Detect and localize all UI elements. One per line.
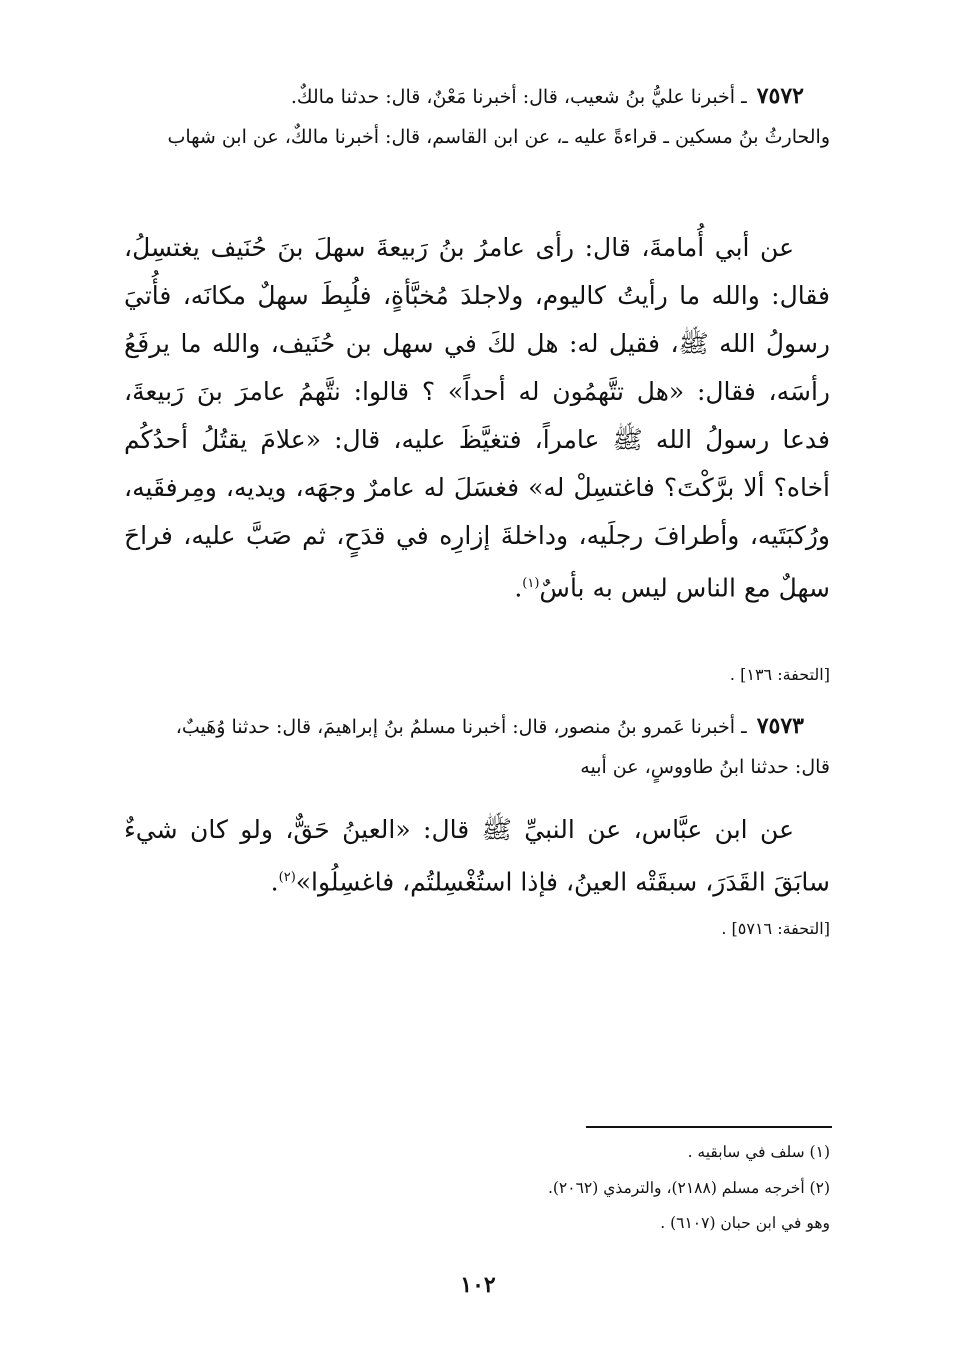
footnote-2: (٢) أخرجه مسلم (٢١٨٨)، والترمذي (٢٠٦٢). xyxy=(547,1179,830,1197)
hadith-7573-matn xyxy=(124,806,830,906)
hadith-7572-isnad-line2: والحارثُ بنُ مسكين ـ قراءةً عليه ـ، عن ابن القاسم، قال: أخبرنا مالكٌ، عن ابن شهاب xyxy=(167,126,830,148)
footnote-1: (١) سلف في سابقيه . xyxy=(687,1143,830,1161)
hadith-7572-isnad xyxy=(124,76,830,157)
hadith-7573-matn-end: . xyxy=(270,867,279,897)
hadith-7572-isnad-line1 xyxy=(124,76,830,117)
hadith-7573-reference: [التحفة: ٥٧١٦] . xyxy=(721,919,830,938)
footnote-separator xyxy=(586,1126,832,1128)
hadith-7573-number: ٧٥٧٣ xyxy=(756,713,804,739)
footnote-2-continuation: وهو في ابن حبان (٦١٠٧) . xyxy=(660,1214,830,1232)
hadith-7573-isnad xyxy=(124,706,830,787)
hadith-7572-number: ٧٥٧٢ xyxy=(756,83,804,109)
hadith-7572-isnad-text1: ـ أخبرنا عليُّ بنُ شعيب، قال: أخبرنا مَعْنٌ، قال: حدثنا مالكٌ. xyxy=(290,86,747,108)
hadith-7573-isnad-text1: ـ أخبرنا عَمرو بنُ منصور، قال: أخبرنا مسلمُ بنُ إبراهيمَ، قال: حدثنا وُهَيبٌ، xyxy=(175,716,747,738)
footnote-marker-2: (٢) xyxy=(278,870,296,885)
hadith-7573-isnad-line2: قال: حدثنا ابنُ طاووسٍ، عن أبيه xyxy=(580,756,830,778)
hadith-7573-matn-text: عن ابن عبَّاس، عن النبيِّ ﷺ قال: «العينُ حَقٌّ، ولو كان شيءٌ سابَقَ القَدَرَ، سبقَتْه العينُ، فإذا استُغْسِلتُم، فاغسِلُوا» xyxy=(124,815,830,897)
page-number: ١٠٢ xyxy=(460,1272,496,1298)
hadith-7573-isnad-line1 xyxy=(124,706,830,747)
footnote-marker-1: (١) xyxy=(522,576,540,591)
hadith-7572-matn-end: . xyxy=(514,573,523,603)
hadith-7572-matn xyxy=(124,224,830,612)
hadith-7572-reference: [التحفة: ١٣٦] . xyxy=(729,665,830,684)
hadith-7572-matn-text: عن أبي أُمامةَ، قال: رأى عامرُ بنُ رَبيعةَ سهلَ بنَ حُنَيف يغتسِلُ، فقال: والله ما رأيتُ كاليوم، ولاجلدَ مُخبَّأةٍ، فلُبِطَ سهلٌ مكانَه، فأُتيَ رسولُ الله ﷺ، فقيل له: هل لكَ في سهل بن حُنَيف، والله ما يرفَعُ رأسَه، فقال: «هل تتَّهمُون له أحداً» ؟ قالوا: نتَّهمُ عامرَ بنَ رَبيعةَ، فدعا رسولُ الله ﷺ عامراً، فتغيَّظَ عليه، قال: «علامَ يقتُلُ أحدُكُم أخاه؟ ألا برَّكْتَ؟ فاغتسِلْ له» فغسَلَ له عامرٌ وجهَه، ويديه، ومِرفقَيه، ورُكبَتَيه، وأطرافَ رجلَيه، وداخلةَ إزارِه في قدَحٍ، ثم صَبَّ عليه، فراحَ سهلٌ مع الناس ليس به بأسٌ xyxy=(124,233,830,603)
